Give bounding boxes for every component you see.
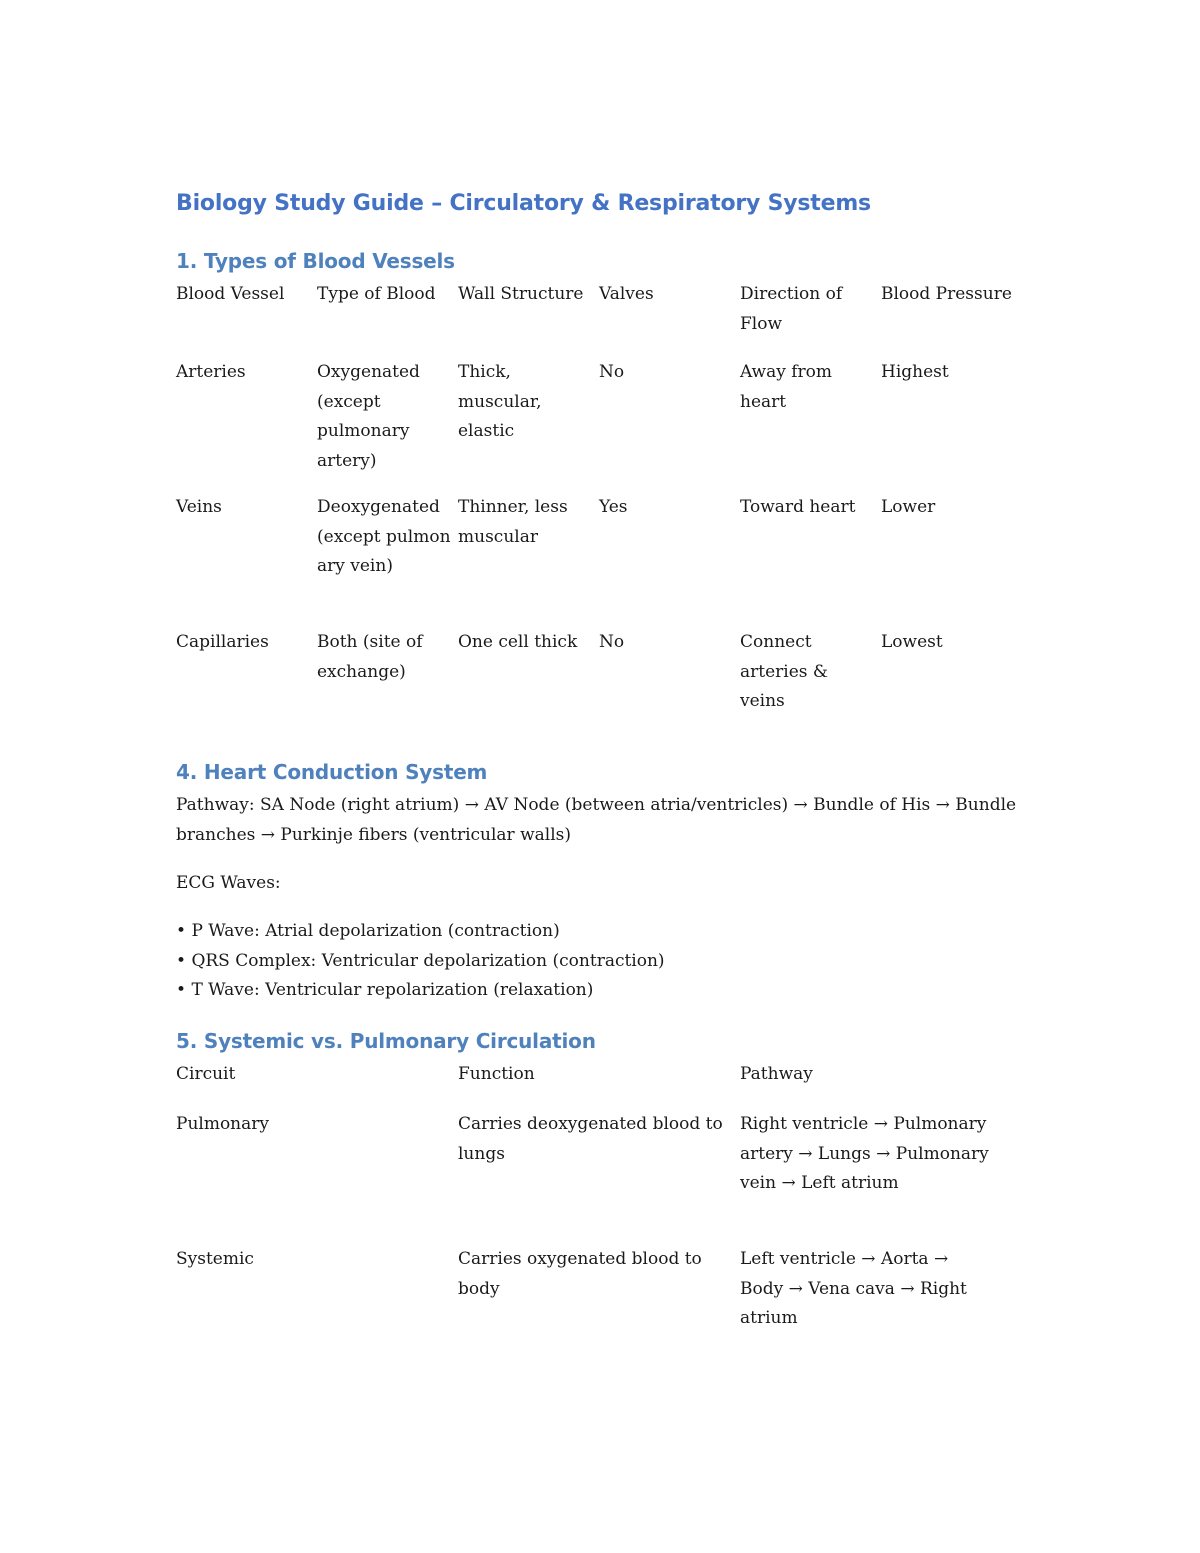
table-cell: Left ventricle → Aorta → Body → Vena cava → Right atrium (740, 1249, 967, 1328)
list-item: • P Wave: Atrial depolarization (contraction) (176, 917, 1036, 947)
header-valves: Valves (599, 284, 654, 304)
table-cell: Toward heart (740, 497, 856, 517)
section-5-heading: 5. Systemic vs. Pulmonary Circulation (176, 1029, 596, 1053)
document-title: Biology Study Guide – Circulatory & Respiratory Systems (176, 191, 871, 216)
table-cell: Both (site of exchange) (317, 632, 423, 682)
section-1-heading: 1. Types of Blood Vessels (176, 249, 455, 273)
table-header-row (176, 280, 1022, 358)
table-cell: Carries oxygenated blood to body (458, 1249, 702, 1299)
header-function: Function (458, 1064, 535, 1084)
table-row (176, 358, 1022, 493)
header-direction-of-flow: Direction of Flow (740, 284, 843, 334)
header-wall-structure: Wall Structure (458, 284, 584, 304)
blood-vessels-table (176, 280, 1022, 717)
list-item: • QRS Complex: Ventricular depolarization (contraction) (176, 947, 1036, 977)
table-cell: No (599, 632, 625, 652)
table-cell: No (599, 362, 625, 382)
table-row (176, 493, 1022, 628)
table-row (176, 1245, 1000, 1334)
ecg-waves-list (176, 917, 1036, 1006)
table-cell: Capillaries (176, 632, 269, 652)
table-cell: Arteries (176, 362, 246, 382)
conduction-pathway-text: Pathway: SA Node (right atrium) → AV Node (between atria/ventricles) → Bundle of His → Bundle branches → Purkinje fibers (ventricular walls) (176, 795, 1017, 845)
table-cell: Lower (881, 497, 936, 517)
table-cell: Right ventricle → Pulmonary artery → Lungs → Pulmonary vein → Left atrium (740, 1114, 989, 1193)
table-cell: Veins (176, 497, 222, 517)
table-cell: Systemic (176, 1249, 254, 1269)
table-cell: Yes (599, 497, 628, 517)
table-row (176, 1110, 1000, 1245)
circulation-table (176, 1060, 1000, 1334)
section-4-heading: 4. Heart Conduction System (176, 760, 488, 784)
table-cell: Away from heart (740, 362, 832, 412)
table-cell: Deoxygenated (except pulmonary vein) (317, 497, 451, 576)
header-blood-pressure: Blood Pressure (881, 284, 1012, 304)
header-circuit: Circuit (176, 1064, 236, 1084)
table-cell: Oxygenated (except pulmonary artery) (317, 362, 420, 471)
table-cell: Highest (881, 362, 949, 382)
header-pathway: Pathway (740, 1064, 813, 1084)
table-row (176, 628, 1022, 717)
header-type-of-blood: Type of Blood (317, 284, 436, 304)
header-blood-vessel: Blood Vessel (176, 284, 285, 304)
table-cell: Thick, muscular, elastic (458, 362, 542, 441)
table-cell: Pulmonary (176, 1114, 269, 1134)
table-cell: Lowest (881, 632, 943, 652)
table-cell: Carries deoxygenated blood to lungs (458, 1114, 723, 1164)
table-header-row (176, 1060, 1000, 1110)
table-cell: One cell thick (458, 632, 578, 652)
ecg-waves-label: ECG Waves: (176, 873, 281, 893)
table-cell: Connect arteries & veins (740, 632, 829, 711)
list-item: • T Wave: Ventricular repolarization (relaxation) (176, 976, 1036, 1006)
table-cell: Thinner, less muscular (458, 497, 568, 547)
